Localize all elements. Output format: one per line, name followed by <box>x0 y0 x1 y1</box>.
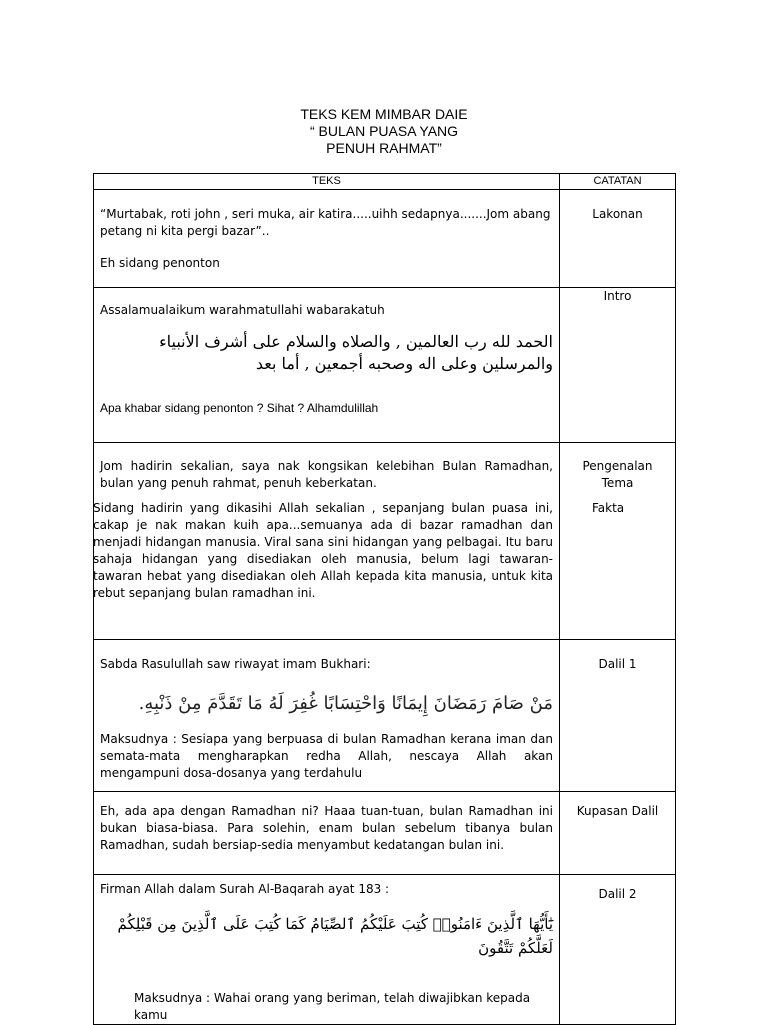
row2-greeting: Assalamualaikum warahmatullahi wabarakatuh <box>100 303 385 317</box>
row6-note: Dalil 2 <box>598 887 637 901</box>
row5-note: Kupasan Dalil <box>576 804 659 818</box>
table-row <box>94 443 676 640</box>
header-catatan: CATATAN <box>560 174 676 190</box>
catatan-cell <box>560 875 676 1025</box>
row2-text-2: Apa khabar sidang penonton ? Sihat ? Alhamdulillah <box>100 401 379 415</box>
teks-cell <box>94 792 560 875</box>
row6-arabic: يَٰٓأَيُّهَا ٱلَّذِينَ ءَامَنُوا۟ كُتِبَ عَلَيْكُمُ ٱلصِّيَامُ كَمَا كُتِبَ عَلَى ٱلَّذِينَ مِن قَبْلِكُمْ لَعَلَّكُمْ تَتَّقُونَ <box>117 915 553 957</box>
teks-cell <box>94 443 560 640</box>
row2-arabic: الحمد لله رب العالمين , والصلاه والسلام على أشرف الأنبياء والمرسلين وعلى اله وصحبه أجمعين , أما بعد <box>159 332 553 373</box>
script-table <box>93 173 676 1025</box>
catatan-cell <box>560 190 676 288</box>
document-title <box>0 106 768 157</box>
row3-text: Jom hadirin sekalian, saya nak kongsikan kelebihan Bulan Ramadhan, bulan yang penuh rahmat, penuh keberkatan. <box>100 459 553 490</box>
catatan-cell <box>560 288 676 443</box>
row3-note-1: Pengenalan Tema <box>582 459 653 490</box>
row4-text: Sabda Rasulullah saw riwayat imam Bukhari: <box>100 657 371 671</box>
title-line-2: “ BULAN PUASA YANG <box>309 123 459 139</box>
catatan-cell <box>560 640 676 792</box>
row1-note: Lakonan <box>592 207 643 221</box>
table-row <box>94 288 676 443</box>
row1-text: “Murtabak, roti john , seri muka, air katira.....uihh sedapnya.......Jom abang petang ni kita pergi bazar”.. <box>100 207 551 238</box>
teks-cell <box>94 875 560 1025</box>
row4-arabic: مَنْ صَامَ رَمَضَانَ إِيمَانًا وَاحْتِسَابًا غُفِرَ لَهُ مَا تَقَدَّمَ مِنْ ذَنْبِهِ. <box>138 693 553 714</box>
title-line-1: TEKS KEM MIMBAR DAIE <box>300 106 468 122</box>
catatan-cell <box>560 443 676 640</box>
row1-text-2: Eh sidang penonton <box>100 256 220 270</box>
table-row <box>94 875 676 1025</box>
teks-cell <box>94 190 560 288</box>
row5-text: Eh, ada apa dengan Ramadhan ni? Haaa tuan-tuan, bulan Ramadhan ini bukan biasa-biasa. Para solehin, enam bulan sebelum tibanya bulan Ramadhan, sudah bersiap-sedia menyambut kedatangan bulan ini. <box>100 804 553 852</box>
row2-note: Intro <box>603 289 632 303</box>
table-row <box>94 640 676 792</box>
table-row <box>94 792 676 875</box>
table-header-row <box>94 174 676 190</box>
row3-note-2: Fakta <box>592 501 625 515</box>
row6-text-2: Maksudnya : Wahai orang yang beriman, telah diwajibkan kepada kamu <box>134 991 531 1022</box>
header-teks: TEKS <box>94 174 560 190</box>
title-line-3: PENUH RAHMAT” <box>326 140 442 156</box>
row6-text: Firman Allah dalam Surah Al-Baqarah ayat 183 : <box>100 882 390 896</box>
row3-text-2: Sidang hadirin yang dikasihi Allah sekalian , sepanjang bulan puasa ini, cakap je nak makan kuih apa...semuanya ada di bazar ramadhan dan menjadi hidangan manusia. Viral sana sini hidangan yang pelbagai. Itu baru sahaja hidangan yang disediakan oleh manusia, belum lagi tawaran-tawaran hebat yang disediakan oleh Allah kepada kita manusia, untuk kita rebut sepanjang bulan ramadhan ini. <box>93 501 553 600</box>
teks-cell <box>94 288 560 443</box>
row4-text-2: Maksudnya : Sesiapa yang berpuasa di bulan Ramadhan kerana iman dan semata-mata mengharapkan redha Allah, nescaya Allah akan mengampuni dosa-dosanya yang terdahulu <box>100 732 553 780</box>
teks-cell <box>94 640 560 792</box>
catatan-cell <box>560 792 676 875</box>
table-row <box>94 190 676 288</box>
row4-note: Dalil 1 <box>598 657 637 671</box>
